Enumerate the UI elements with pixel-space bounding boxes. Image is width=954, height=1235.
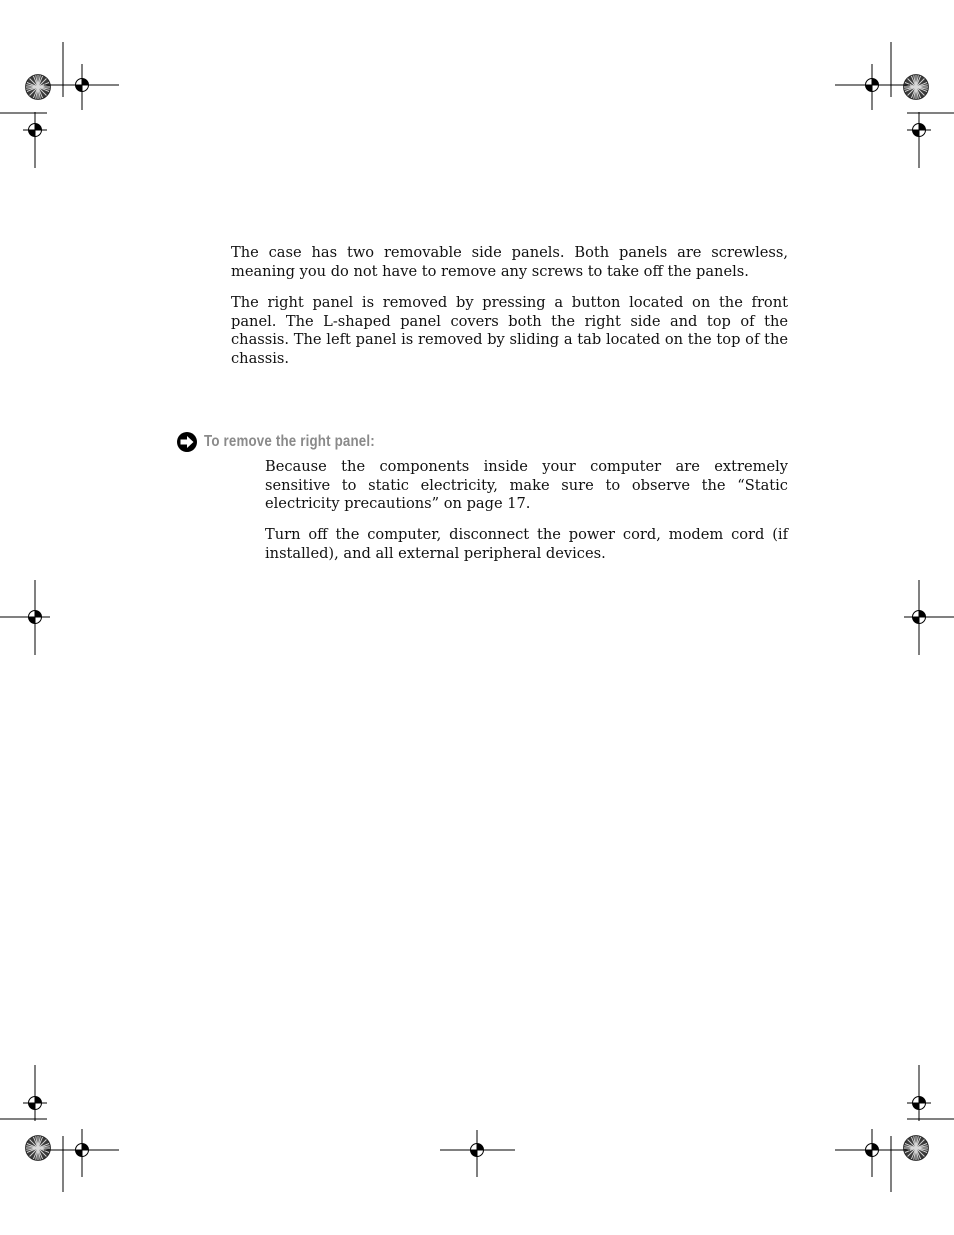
intro-paragraph: The case has two removable side panels. Both panels are screwless, meaning you do not have to remove any screws to take off the panels. <box>231 244 788 280</box>
step-static-precautions: Because the components inside your computer are extremely sensitive to static electricity, make sure to observe the “Static electricity precautions” on page 17. <box>265 458 788 513</box>
arrow-right-circle-icon <box>176 431 198 453</box>
panel-description-paragraph: The right panel is removed by pressing a button located on the front panel. The L-shaped panel covers both the right side and top of the chassis. The left panel is removed by sliding a tab located on the top of the chassis. <box>231 294 788 368</box>
step-power-off: Turn off the computer, disconnect the power cord, modem cord (if installed), and all external peripheral devices. <box>265 526 788 562</box>
procedure-heading <box>176 431 403 453</box>
crop-lines <box>0 42 954 1192</box>
procedure-heading-text: To remove the right panel: <box>204 433 375 450</box>
